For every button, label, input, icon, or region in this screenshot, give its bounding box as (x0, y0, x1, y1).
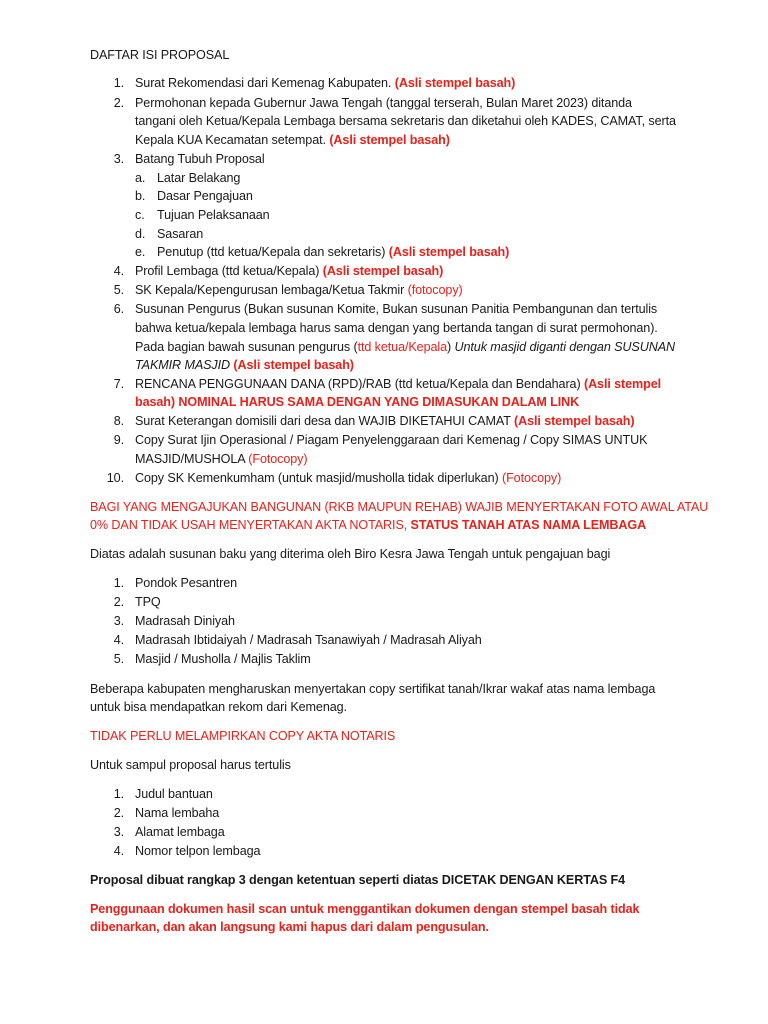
scan-notice-line: dibenarkan, dan akan langsung kami hapus dari dalam pengusulan. (90, 920, 489, 934)
list-item: Surat Keterangan domisili dari desa dan WAJIB DIKETAHUI CAMAT (Asli stempel basah) (135, 414, 635, 428)
stamp-note: (Asli stempel basah) (388, 245, 510, 259)
stamp-note: (Asli stempel basah) (394, 76, 516, 90)
document-title: DAFTAR ISI PROPOSAL (90, 48, 230, 62)
list-item: Profil Lembaga (ttd ketua/Kepala) (Asli stempel basah) (135, 264, 444, 278)
kabupaten-paragraph-line: untuk bisa mendapatkan rekom dari Kemenag. (90, 700, 347, 714)
kabupaten-paragraph-line: Beberapa kabupaten mengharuskan menyertakan copy sertifikat tanah/Ikrar wakaf atas nama lembaga (90, 682, 656, 696)
sub-item: Tujuan Pelaksanaan (157, 208, 270, 222)
sub-number: a. (135, 171, 146, 185)
sampul-item: Judul bantuan (135, 787, 213, 801)
sub-number: c. (135, 208, 145, 222)
fotocopy-note: (Fotocopy) (248, 452, 308, 466)
list-item-line: basah) NOMINAL HARUS SAMA DENGAN YANG DIMASUKAN DALAM LINK (135, 395, 580, 409)
list-item-line: Pada bagian bawah susunan pengurus (ttd ketua/Kepala) Untuk masjid diganti dengan SUSUNAN (135, 340, 676, 354)
list-item-line: TAKMIR MASJID (Asli stempel basah) (135, 358, 354, 372)
list-number: 2. (113, 96, 124, 110)
list-item-line: Kepala KUA Kecamatan setempat. (Asli stempel basah) (135, 133, 450, 147)
stamp-note: (Asli stempel basah) (233, 358, 354, 372)
list-number: 4. (113, 633, 124, 647)
sub-item: Sasaran (157, 227, 204, 241)
list-number: 3. (113, 825, 124, 839)
list-item-line: tangani oleh Ketua/Kepala Lembaga bersama sekretaris dan diketahui oleh KADES, CAMAT, serta (135, 114, 676, 128)
list-number: 9. (113, 433, 124, 447)
notaris-notice: TIDAK PERLU MELAMPIRKAN COPY AKTA NOTARIS (90, 729, 396, 743)
sub-item: Penutup (ttd ketua/Kepala dan sekretaris) (Asli stempel basah) (157, 245, 510, 259)
list-number: 5. (113, 283, 124, 297)
list-item: Batang Tubuh Proposal (135, 152, 265, 166)
intro-paragraph: Diatas adalah susunan baku yang diterima oleh Biro Kesra Jawa Tengah untuk pengajuan bagi (90, 547, 611, 561)
sampul-item: Nomor telpon lembaga (135, 844, 261, 858)
sub-item: Dasar Pengajuan (157, 189, 253, 203)
list-number: 1. (113, 576, 124, 590)
lembaga-item: Pondok Pesantren (135, 576, 238, 590)
sampul-item: Nama lembaha (135, 806, 220, 820)
list-number: 4. (113, 844, 124, 858)
lembaga-item: Madrasah Ibtidaiyah / Madrasah Tsanawiyah / Madrasah Aliyah (135, 633, 482, 647)
list-number: 3. (113, 152, 124, 166)
sub-number: d. (135, 227, 146, 241)
sampul-item: Alamat lembaga (135, 825, 225, 839)
list-item-line: MASJID/MUSHOLA (Fotocopy) (135, 452, 308, 466)
stamp-note: (Asli stempel basah) (514, 414, 635, 428)
list-number: 3. (113, 614, 124, 628)
list-number: 8. (113, 414, 124, 428)
list-item-line: Copy Surat Ijin Operasional / Piagam Penyelenggaraan dari Kemenag / Copy SIMAS UNTUK (135, 433, 648, 447)
fotocopy-note: (fotocopy) (407, 283, 463, 297)
sampul-intro: Untuk sampul proposal harus tertulis (90, 758, 291, 772)
fotocopy-note: (Fotocopy) (501, 471, 562, 485)
bangunan-notice-line: BAGI YANG MENGAJUKAN BANGUNAN (RKB MAUPUN REHAB) WAJIB MENYERTAKAN FOTO AWAL ATAU (90, 500, 709, 514)
lembaga-item: Madrasah Diniyah (135, 614, 235, 628)
bangunan-notice-line: 0% DAN TIDAK USAH MENYERTAKAN AKTA NOTARIS, STATUS TANAH ATAS NAMA LEMBAGA (90, 518, 647, 532)
stamp-note: (Asli stempel basah) (329, 133, 450, 147)
list-number: 6. (113, 302, 124, 316)
list-number: 7. (113, 377, 124, 391)
list-number: 1. (113, 787, 124, 801)
list-item-line: Susunan Pengurus (Bukan susunan Komite, Bukan susunan Panitia Pembangunan dan tertulis (135, 302, 658, 316)
list-number: 2. (113, 595, 124, 609)
list-number: 4. (113, 264, 124, 278)
list-number: 5. (113, 652, 124, 666)
list-number: 10. (106, 471, 124, 485)
stamp-note: (Asli stempel basah) (322, 264, 444, 278)
list-item: SK Kepala/Kepengurusan lembaga/Ketua Takmir (fotocopy) (135, 283, 463, 297)
list-item-line: RENCANA PENGGUNAAN DANA (RPD)/RAB (ttd ketua/Kepala dan Bendahara) (Asli stempel (135, 377, 662, 391)
sub-number: b. (135, 189, 146, 203)
sub-number: e. (135, 245, 146, 259)
scan-notice-line: Penggunaan dokumen hasil scan untuk menggantikan dokumen dengan stempel basah tidak (90, 902, 640, 916)
list-item: Copy SK Kemenkumham (untuk masjid/musholla tidak diperlukan) (Fotocopy) (135, 471, 562, 485)
list-item: Surat Rekomendasi dari Kemenag Kabupaten. (Asli stempel basah) (135, 76, 516, 90)
list-item-line: bahwa ketua/kepala lembaga harus sama dengan yang bertanda tangan di surat permohonan). (135, 321, 658, 335)
sub-item: Latar Belakang (157, 171, 241, 185)
lembaga-item: TPQ (135, 595, 161, 609)
lembaga-item: Masjid / Musholla / Majlis Taklim (135, 652, 311, 666)
list-number: 2. (113, 806, 124, 820)
list-item-line: Permohonan kepada Gubernur Jawa Tengah (tanggal terserah, Bulan Maret 2023) ditanda (135, 96, 632, 110)
rangkap-notice: Proposal dibuat rangkap 3 dengan ketentuan seperti diatas DICETAK DENGAN KERTAS F4 (90, 873, 626, 887)
list-number: 1. (113, 76, 124, 90)
